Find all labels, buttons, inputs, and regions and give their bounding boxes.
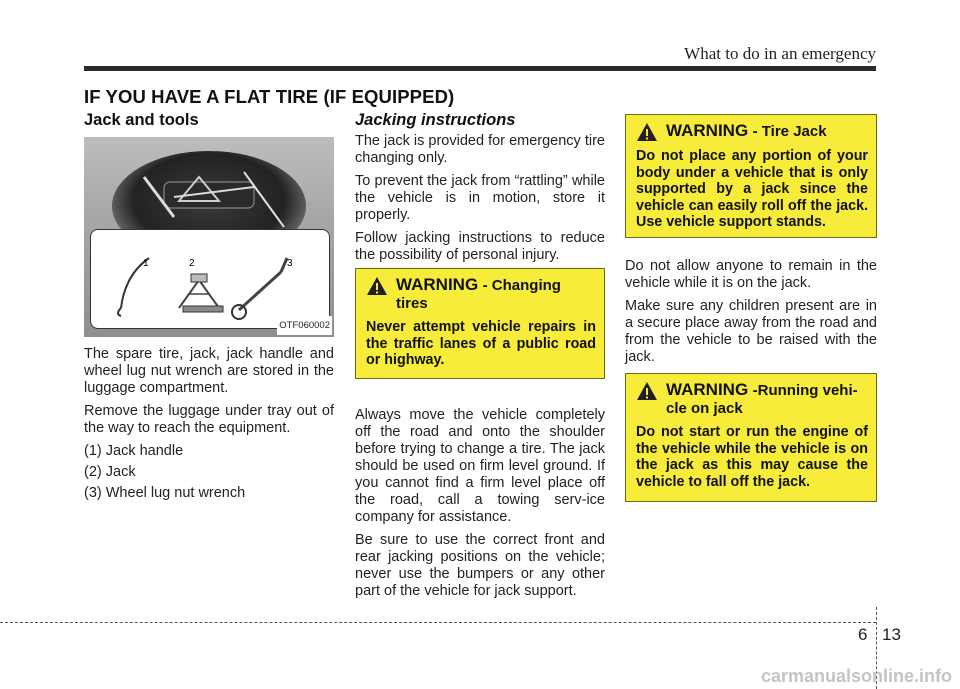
- list-item-jack: (2) Jack: [84, 464, 136, 480]
- warning-topic: - Tire Jack: [752, 123, 827, 140]
- warning-box-running-vehicle: [625, 373, 877, 502]
- jacking-para-5: Be sure to use the correct front and rear jacking positions on the vehicle; never use the bumpers or any other part of the vehicle for jack support.: [355, 532, 605, 599]
- col3-para-2: Make sure any children present are in a secure place away from the road and from the vehicle to be raised with the jack.: [625, 298, 877, 365]
- warning-word: WARNING: [666, 121, 749, 140]
- warning-word: WARNING: [396, 275, 479, 294]
- watermark: carmanualsonline.info: [760, 666, 952, 686]
- tools-inset: [90, 229, 330, 329]
- jacking-para-3: Follow jacking instructions to reduce the possibility of personal injury.: [355, 230, 605, 263]
- column-remain-in-vehicle: [625, 258, 877, 372]
- jacking-para-1: The jack is provided for emergency tire changing only.: [355, 133, 605, 166]
- list-item-jack-handle: (1) Jack handle: [84, 443, 184, 459]
- warning-topic: -Running vehi-cle on jack: [666, 382, 858, 417]
- list-item-lug-wrench: (3) Wheel lug nut wrench: [84, 485, 246, 501]
- warning-body: Do not start or run the engine of the vehicle while the vehicle is on the jack as this may cause the vehicle to fall off the jack.: [636, 424, 868, 490]
- jack-tools-drawing: [91, 230, 329, 328]
- figure-label-3: 3: [287, 258, 293, 269]
- jack-and-tools-para-1: The spare tire, jack, jack handle and wheel lug nut wrench are stored in the luggage compartment.: [84, 346, 334, 396]
- running-header: What to do in an emergency: [684, 44, 876, 63]
- column-jacking-continued: [355, 407, 605, 606]
- jack-and-tools-heading: Jack and tools: [84, 111, 199, 129]
- jack-tools-photo: [84, 137, 334, 337]
- warning-triangle-icon: [636, 122, 658, 142]
- warning-header: [366, 275, 596, 313]
- header-rule: [84, 66, 876, 71]
- warning-box-tire-jack: [625, 114, 877, 238]
- warning-header: [636, 380, 868, 418]
- figure-label-1: 1: [143, 258, 149, 269]
- warning-body: Never attempt vehicle repairs in the traffic lanes of a public road or highway.: [366, 319, 596, 368]
- jacking-para-4: Always move the vehicle completely off the road and onto the shoulder before trying to change a tire. The jack should be used on firm level ground. If you cannot find a firm level place off the road, call a towing serv-ice company for assistance.: [355, 407, 605, 525]
- figure-label-2: 2: [189, 258, 195, 269]
- column-jacking-instructions: [355, 112, 605, 270]
- section-title: IF YOU HAVE A FLAT TIRE (IF EQUIPPED): [84, 86, 455, 107]
- warning-topic: - Changing tires: [396, 277, 561, 312]
- warning-header: [636, 121, 868, 142]
- jacking-para-2: To prevent the jack from “rattling” while the vehicle is in motion, store it properly.: [355, 173, 605, 223]
- page-number: 13: [882, 625, 901, 644]
- footer-rule: [0, 622, 876, 623]
- warning-body: Do not place any portion of your body under a vehicle that is only supported by a jack since the vehicle can easily roll off the jack. Use vehicle support stands.: [636, 148, 868, 230]
- jack-and-tools-para-2: Remove the luggage under tray out of the way to reach the equipment.: [84, 403, 334, 436]
- warning-word: WARNING: [666, 380, 749, 399]
- chapter-number: 6: [858, 625, 868, 644]
- figure-code: OTF060002: [277, 316, 332, 335]
- warning-triangle-icon: [366, 276, 388, 296]
- warning-box-changing-tires: [355, 268, 605, 379]
- col3-para-1: Do not allow anyone to remain in the vehicle while it is on the jack.: [625, 258, 877, 291]
- warning-triangle-icon: [636, 381, 658, 401]
- jacking-instructions-heading: Jacking instructions: [355, 111, 516, 129]
- column-jack-and-tools: [84, 112, 334, 506]
